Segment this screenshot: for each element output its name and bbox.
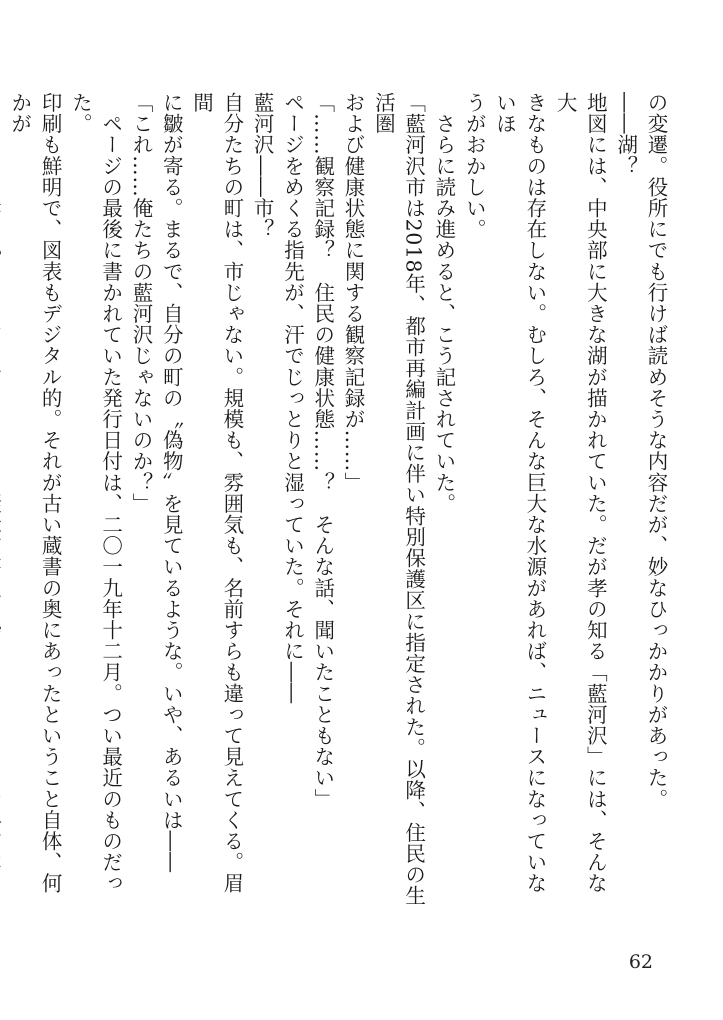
text-line: さらに読み進めると、こう記されていた。 bbox=[431, 92, 456, 514]
text-line: きなものは存在しない。むしろ、そんな巨大な水源があれば、ニュースになっていないほ bbox=[492, 92, 547, 894]
text-line: に皺が寄る。まるで、自分の町の〝偽物〟を見ているような。いや、あるいは―― bbox=[159, 92, 184, 873]
text-line: 自分たちの町は、市じゃない。規模も、雰囲気も、名前すらも違って見えてくる。眉間 bbox=[189, 92, 244, 894]
vertical-text-body bbox=[7, 92, 671, 912]
text-line bbox=[0, 92, 4, 912]
text-line: 地図には、中央部に大きな湖が描かれていた。だが孝の知る「藍河沢」には、そんな大 bbox=[553, 92, 608, 894]
text-line: ――湖？ bbox=[613, 92, 638, 177]
text-line: 「……観察記録？ 住民の健康状態……？ そんな話、聞いたこともない」 bbox=[310, 92, 335, 810]
text-line: 印刷も鮮明で、図表もデジタル的。それが古い蔵書の奥にあったということ自体、何かが bbox=[7, 92, 63, 894]
text-line: 「これ……俺たちの藍河沢じゃないのか？」 bbox=[128, 92, 153, 514]
page-number: 62 bbox=[628, 951, 653, 973]
text-line: および健康状態に関する観察記録が……」 bbox=[341, 92, 366, 493]
text-line: ページをめくる指先が、汗でじっとりと湿っていた。それに―― bbox=[280, 92, 305, 704]
text-line: ページの最後に書かれていた発行日付は、二〇一九年十二月。つい最近のものだった。 bbox=[68, 92, 123, 894]
text-line: 「藍河沢市は2018年、都市再編計画に伴い特別保護区に指定された。以降、住民の生活圏 bbox=[371, 92, 426, 907]
text-line: うがおかしい。 bbox=[462, 92, 487, 240]
text-line: の変遷。役所にでも行けば読めそうな内容だが、妙なひっかかりがあった。 bbox=[644, 92, 668, 810]
text-line: 藍河沢――市？ bbox=[250, 92, 275, 240]
